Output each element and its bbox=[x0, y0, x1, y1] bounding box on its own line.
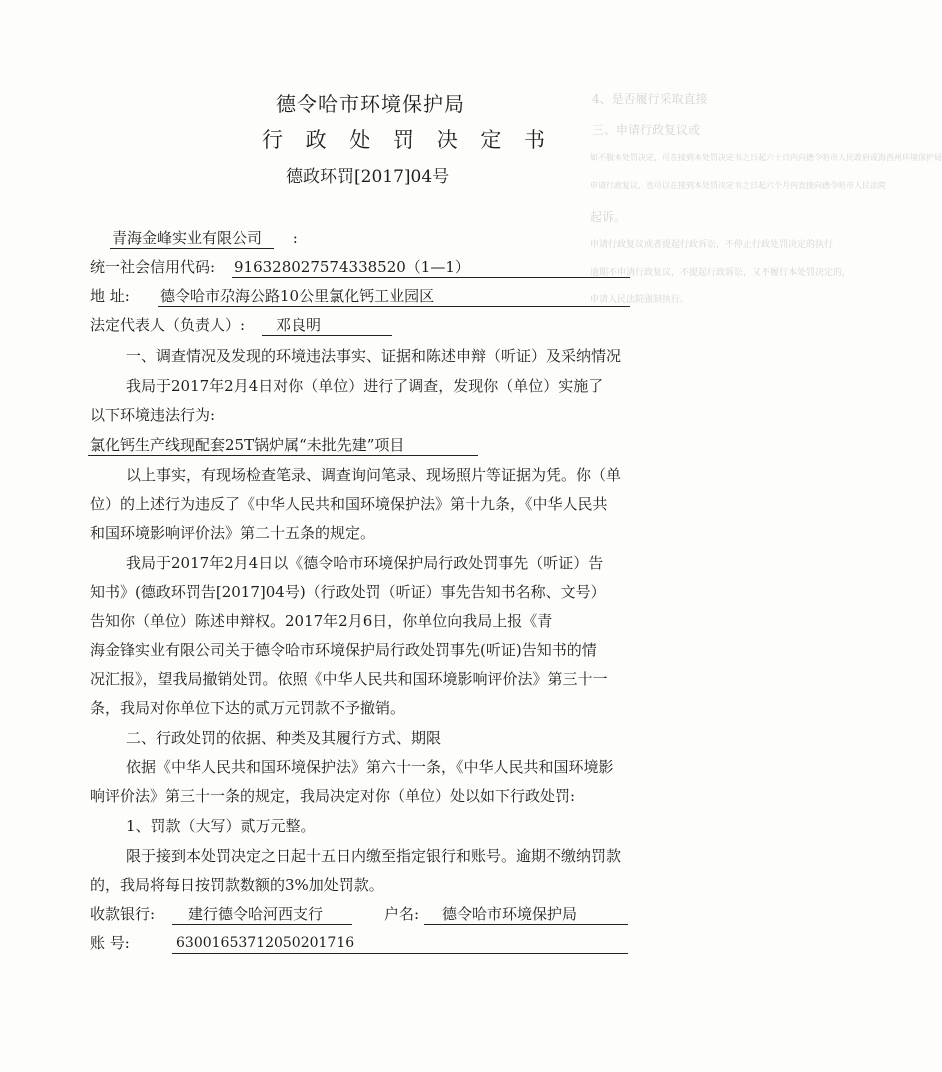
representative-value: 邓良明 bbox=[276, 316, 322, 334]
bleed-through-line-8: 申请人民法院强制执行。 bbox=[590, 295, 690, 305]
account-holder-label: 户名: bbox=[384, 905, 420, 923]
address-label: 地 址: bbox=[90, 287, 130, 305]
account-number-value: 63001653712050201716 bbox=[176, 935, 355, 951]
bleed-through-line-2: 三、申请行政复议或 bbox=[592, 123, 701, 137]
credit-code-value: 916328027574338520（1—1） bbox=[234, 258, 470, 276]
representative-underline bbox=[262, 335, 392, 336]
bleed-through-line-4: 申请行政复议，也可以在接到本处罚决定书之日起六个月内直接向德令哈市人民法院 bbox=[590, 181, 886, 190]
bank-underline bbox=[172, 924, 352, 925]
account-number-underline bbox=[172, 953, 628, 954]
bleed-through-line-1: 4、是否履行采取直接 bbox=[592, 92, 708, 106]
account-holder-underline bbox=[424, 924, 628, 925]
fine-amount: 1、罚款（大写）贰万元整。 bbox=[126, 817, 316, 835]
section1-p3-line2: 知书》(德政环罚告[2017]04号)（行政处罚（听证）事先告知书名称、文号） bbox=[90, 583, 606, 601]
bank-label: 收款银行: bbox=[90, 905, 156, 923]
bank-value: 建行德令哈河西支行 bbox=[188, 905, 324, 923]
section1-p2-line3: 和国环境影响评价法》第二十五条的规定。 bbox=[90, 524, 376, 542]
section1-heading: 一、调查情况及发现的环境违法事实、证据和陈述申辩（听证）及采纳情况 bbox=[126, 347, 622, 365]
agency-title: 德令哈市环境保护局 bbox=[276, 92, 465, 116]
section1-p1-line2: 以下环境违法行为: bbox=[90, 406, 216, 424]
credit-code-underline bbox=[232, 277, 630, 278]
section2-p2-line2: 的，我局将每日按罚款数额的3%加处罚款。 bbox=[90, 876, 384, 894]
credit-code-label: 统一社会信用代码: bbox=[90, 258, 216, 276]
section1-p3-line3: 告知你（单位）陈述申辩权。2017年2月6日，你单位向我局上报《青 bbox=[90, 612, 553, 630]
party-name-colon: : bbox=[292, 229, 298, 247]
address-value: 德令哈市尕海公路10公里氯化钙工业园区 bbox=[160, 287, 435, 305]
section2-p1-line1: 依据《中华人民共和国环境保护法》第六十一条，《中华人民共和国环境影 bbox=[126, 758, 614, 776]
section1-p1-line1: 我局于2017年2月4日对你（单位）进行了调查，发现你（单位）实施了 bbox=[126, 377, 604, 395]
document-title: 行 政 处 罚 决 定 书 bbox=[262, 128, 554, 152]
section1-p3-line4: 海金锋实业有限公司关于德令哈市环境保护局行政处罚事先(听证)告知书的情 bbox=[90, 641, 597, 659]
representative-label: 法定代表人（负责人）: bbox=[90, 316, 246, 334]
bleed-through-line-5: 起诉。 bbox=[590, 210, 627, 224]
section1-p3-line1: 我局于2017年2月4日以《德令哈市环境保护局行政处罚事先（听证）告 bbox=[126, 554, 604, 572]
party-name-row bbox=[110, 228, 298, 249]
account-number-label: 账 号: bbox=[90, 934, 130, 952]
document-number: 德政环罚[2017]04号 bbox=[286, 167, 450, 187]
section1-p2-line2: 位）的上述行为违反了《中华人民共和国环境保护法》第十九条，《中华人民共 bbox=[90, 495, 608, 513]
bleed-through-line-6: 申请行政复议或者提起行政诉讼，不停止行政处罚决定的执行 bbox=[590, 240, 834, 250]
section2-p1-line2: 响评价法》第三十一条的规定，我局决定对你（单位）处以如下行政处罚: bbox=[90, 787, 576, 805]
section2-heading: 二、行政处罚的依据、种类及其履行方式、期限 bbox=[126, 729, 442, 747]
bleed-through-line-7: 逾期不申请行政复议，不提起行政诉讼，又不履行本处罚决定的， bbox=[590, 268, 852, 278]
section1-p3-line6: 条，我局对你单位下达的贰万元罚款不予撤销。 bbox=[90, 699, 406, 717]
bleed-through-line-3: 如不服本处罚决定，可在接到本处罚决定书之日起六十日内向德令哈市人民政府或海西州环境保护局 bbox=[590, 153, 942, 162]
account-holder-value: 德令哈市环境保护局 bbox=[442, 905, 578, 923]
section1-p2-line1: 以上事实，有现场检查笔录、调查询问笔录、现场照片等证据为凭。你（单 bbox=[126, 466, 622, 484]
party-name: 青海金峰实业有限公司 bbox=[110, 228, 274, 249]
section2-p2-line1: 限于接到本处罚决定之日起十五日内缴至指定银行和账号。逾期不缴纳罚款 bbox=[126, 847, 622, 865]
violation-description: 氯化钙生产线现配套25T锅炉属“未批先建”项目 bbox=[90, 436, 405, 454]
section1-p3-line5: 况汇报》，望我局撤销处罚。依照《中华人民共和国环境影响评价法》第三十一 bbox=[90, 670, 608, 688]
address-underline bbox=[158, 306, 630, 307]
violation-underline bbox=[88, 455, 478, 456]
